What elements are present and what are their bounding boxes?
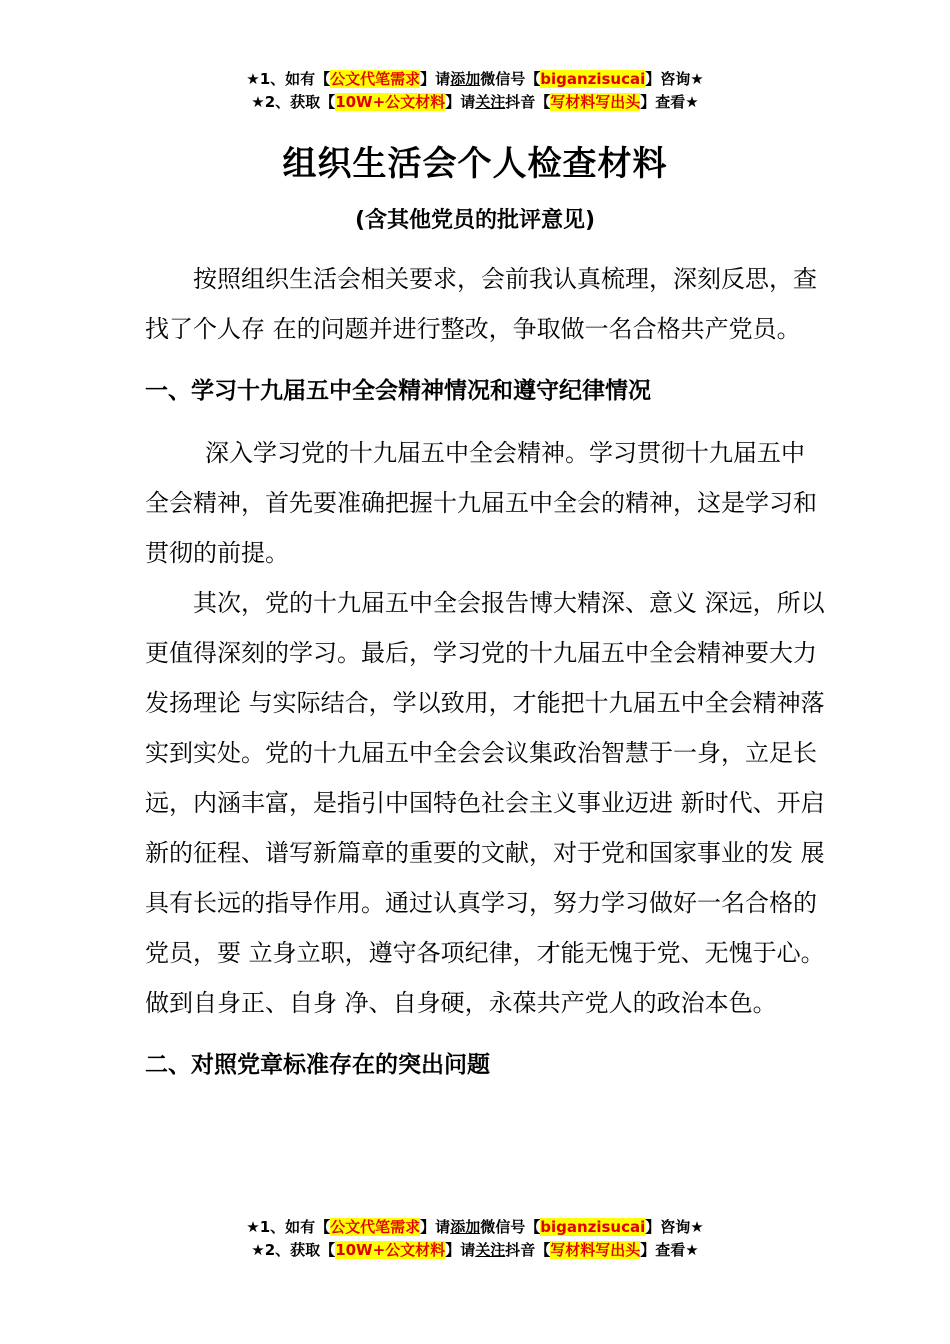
- banner-text: ★1、如有【: [246, 1218, 331, 1236]
- banner-line-2: [0, 91, 950, 114]
- section-heading-1: 一、学习十九届五中全会精神情况和遵守纪律情况: [145, 378, 651, 404]
- banner-underline: 关注: [475, 93, 506, 111]
- banner-text: 】请: [445, 93, 476, 111]
- banner-highlight: 写材料写出头: [550, 93, 641, 111]
- banner-highlight: 公文代笔需求: [330, 70, 421, 88]
- document-body: [145, 254, 825, 1090]
- banner-text: 抖音【: [505, 93, 551, 111]
- body-paragraph-1: 深入学习党的十九届五中全会精神。学习贯彻十九届五中全会精神，首先要准确把握十九届五中全会的精神，这是学习和贯彻的前提。: [145, 439, 817, 567]
- banner-text: ★2、获取【: [251, 93, 336, 111]
- document-title: 组织生活会个人检查材料: [282, 144, 668, 184]
- banner-text: 】请: [420, 1218, 451, 1236]
- banner-line-1: [0, 68, 950, 91]
- section-heading-2: 二、对照党章标准存在的突出问题: [145, 1052, 490, 1078]
- banner-text: 】查看★: [640, 93, 699, 111]
- banner-text: 】咨询★: [645, 70, 704, 88]
- banner-line-1: [0, 1216, 950, 1239]
- banner-text: ★1、如有【: [246, 70, 331, 88]
- banner-underline: 关注: [475, 1241, 506, 1259]
- banner-highlight: 写材料写出头: [550, 1241, 641, 1259]
- banner-underline: 添加: [450, 1218, 481, 1236]
- top-banner: [0, 68, 950, 114]
- banner-highlight: biganzisucai: [540, 1218, 646, 1236]
- banner-highlight: 10W+公文材料: [335, 1241, 446, 1259]
- banner-text: ★2、获取【: [251, 1241, 336, 1259]
- banner-highlight: 10W+公文材料: [335, 93, 446, 111]
- banner-text: 微信号【: [480, 70, 541, 88]
- banner-text: 】请: [445, 1241, 476, 1259]
- banner-underline: 添加: [450, 70, 481, 88]
- body-paragraph-2: 其次，党的十九届五中全会报告博大精深、意义 深远，所以更值得深刻的学习。最后，学习党的十九届五中全会精神要大力发扬理论 与实际结合，学以致用，才能把十九届五中全会精神落实到实处。党的十九届五中全会会议集政治智慧于一身，立足长远，内涵丰富，是指引中国特色社会主义事业迈进 新时代、开启新的征程、谱写新篇章的重要的文献，对于党和国家事业的发 展具有长远的指导作用。通过认真学习，努力学习做好一名合格的党员，要 立身立职，遵守各项纪律，才能无愧于党、无愧于心。做到自身正、自身 净、自身硬，永葆共产党人的政治本色。: [145, 589, 825, 1017]
- banner-text: 】请: [420, 70, 451, 88]
- banner-text: 微信号【: [480, 1218, 541, 1236]
- document-subtitle: (含其他党员的批评意见): [354, 208, 596, 233]
- banner-highlight: biganzisucai: [540, 70, 646, 88]
- bottom-banner: [0, 1216, 950, 1262]
- intro-paragraph: 按照组织生活会相关要求，会前我认真梳理，深刻反思，查找了个人存 在的问题并进行整改，争取做一名合格共产党员。: [145, 265, 817, 343]
- banner-text: 抖音【: [505, 1241, 551, 1259]
- banner-text: 】查看★: [640, 1241, 699, 1259]
- banner-highlight: 公文代笔需求: [330, 1218, 421, 1236]
- banner-text: 】咨询★: [645, 1218, 704, 1236]
- banner-line-2: [0, 1239, 950, 1262]
